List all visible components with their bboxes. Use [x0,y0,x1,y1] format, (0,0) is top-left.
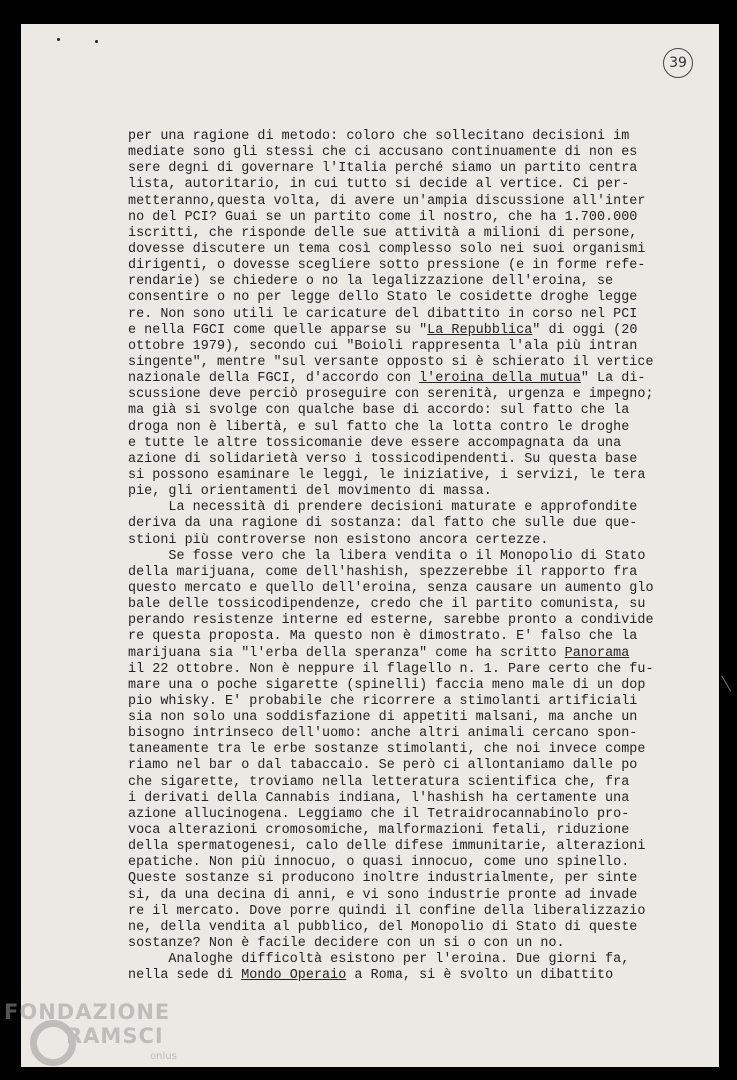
text-line: azione di solidarietà verso i tossicodipendenti. Su questa base [128,451,638,467]
text-line: dirigenti, o dovesse scegliere sotto pressione (e in forme refe- [128,258,646,274]
text-line: iscritti, che risponde delle sue attività a milioni di persone, [128,225,638,241]
text-line: scussione deve perciò proseguire con serenità, urgenza e impegno; [128,387,654,403]
text-line: ma già si svolge con qualche base di accordo: sul fatto che la [128,403,630,419]
text-line: ottobre 1979), secondo cui "Boioli rappresenta l'ala più intran [128,338,638,354]
text-line: ne, della vendita al pubblico, del Monopolio di Stato di queste [128,919,638,935]
text-line: dovesse discutere un tema così complesso solo nei suoi organismi [128,241,646,257]
underlined-title: Mondo Operaio [241,968,347,984]
watermark-line1: FONDAZIONE [4,1000,171,1024]
text-line: re questa proposta. Ma questo non è dimostrato. E' falso che la [128,629,638,645]
text-line: il 22 ottobre. Non è neppure il flagello n. 1. Pare certo che fu- [128,661,654,677]
text-line: re. Non sono utili le caricature del dibattito in corso nel PCI [128,306,638,322]
watermark-line3: onlus [150,1051,177,1062]
text-line: sia non solo una soddisfazione di appetiti malsani, ma anche un [128,710,638,726]
text-line: Queste sostanze si producono inoltre industrialmente, per sinte [128,871,638,887]
text-line: La necessità di prendere decisioni maturate e approfondite [128,500,638,516]
text-line: stioni più controverse non esistono ancora certezze. [128,532,549,548]
text-line: bisogno intrinseco dell'uomo: anche altri animali cercano spon- [128,726,638,742]
text-line: nazionale della FGCI, d'accordo con l'eroina della mutua" La di- [128,371,646,387]
text-line: pio whisky. E' probabile che ricorrere a stimolanti artificiali [128,693,638,709]
text-line: epatiche. Non più innocuo, o quasi innocuo, come uno spinello. [128,855,630,871]
text-line: si, da una decina di anni, e vi sono industrie pronte ad invade [128,887,638,903]
text-line: riamo nel bar o dal tabaccaio. Se però ci allontaniamo dalle po [128,758,638,774]
typewritten-text [128,129,668,984]
text-line: metteranno,questa volta, di avere un'ampia discussione all'inter [128,193,646,209]
text-line: per una ragione di metodo: coloro che sollecitano decisioni im [128,129,630,144]
text-line: mare una o poche sigarette (spinelli) faccia meno male di un dop [128,677,646,693]
text-line: rendarie) se chiedere o no la legalizzazione dell'eroina, se [128,274,614,290]
text-line: della spermatogenesi, calo delle difese immunitarie, alterazioni [128,839,646,855]
text-line: mediate sono gli stessi che ci accusano continuamente di non es [128,145,638,161]
watermark-logo [4,1000,177,1062]
text-line: marijuana sia "l'erba della speranza" come ha scritto Panorama [128,645,630,661]
text-line: pie, gli orientamenti del movimento di massa. [128,484,492,500]
text-line: i derivati della Cannabis indiana, l'hashish ha certamente una [128,790,630,806]
underlined-title: l'eroina della mutua [419,371,581,387]
text-line: deriva da una ragione di sostanza: dal fatto che sulle due que- [128,516,638,532]
watermark-line2: RAMSCI [66,1024,164,1048]
underlined-title: Panorama [564,645,630,661]
document-page [21,24,719,1067]
text-line: bale delle tossicodipendenze, credo che il partito comunista, su [128,597,646,613]
text-line: perando resistenze interne ed esterne, sarebbe pronto a condivide [128,613,654,629]
text-line: singente", mentre "sul versante opposto si è schierato il vertice [128,354,654,370]
text-line: si possono esaminare le leggi, le iniziative, i servizi, le tera [128,467,646,483]
text-line: Analoghe difficoltà esistono per l'eroina. Due giorni fa, [128,952,630,968]
text-line: nella sede di Mondo Operaio a Roma, si è svolto un dibattito [128,968,614,984]
text-line: sostanze? Non è facile decidere con un si o con un no. [128,936,565,952]
text-line: consentire o no per legge dello Stato le cosidette droghe legge [128,290,638,306]
text-line: azione allucinogena. Leggiamo che il Tetraidrocannabinolo pro- [128,806,630,822]
text-line: taneamente tra le erbe sostanze stimolanti, che noi invece compe [128,742,646,758]
text-line: e nella FGCI come quelle apparse su "La Repubblica" di oggi (20 [128,322,638,338]
text-line: della marijuana, come dell'hashish, spezzerebbe il rapporto fra [128,564,638,580]
text-line: no del PCI? Guai se un partito come il nostro, che ha 1.700.000 [128,209,638,225]
text-line: droga non è libertà, e sul fatto che la lotta contro le droghe [128,419,630,435]
text-line: che sigarette, troviamo nella letteratura scientifica che, fra [128,774,630,790]
margin-mark [721,670,737,691]
text-line: voca alterazioni cromosomiche, malformazioni fetali, riduzione [128,823,630,839]
text-line: questo mercato e quello dell'eroina, senza causare un aumento glo [128,580,654,596]
underlined-title: La Repubblica [427,322,533,338]
text-line: Se fosse vero che la libera vendita o il Monopolio di Stato [128,548,646,564]
text-line: e tutte le altre tossicomanie deve essere accompagnata da una [128,435,622,451]
text-line: sere degni di governare l'Italia perché siamo un partito centra [128,161,638,177]
page-number: 39 [663,48,693,78]
text-line: re il mercato. Dove porre quindi il confine della liberalizzazio [128,903,646,919]
text-line: lista, autoritario, in cui tutto si decide al vertice. Ci per- [128,177,630,193]
